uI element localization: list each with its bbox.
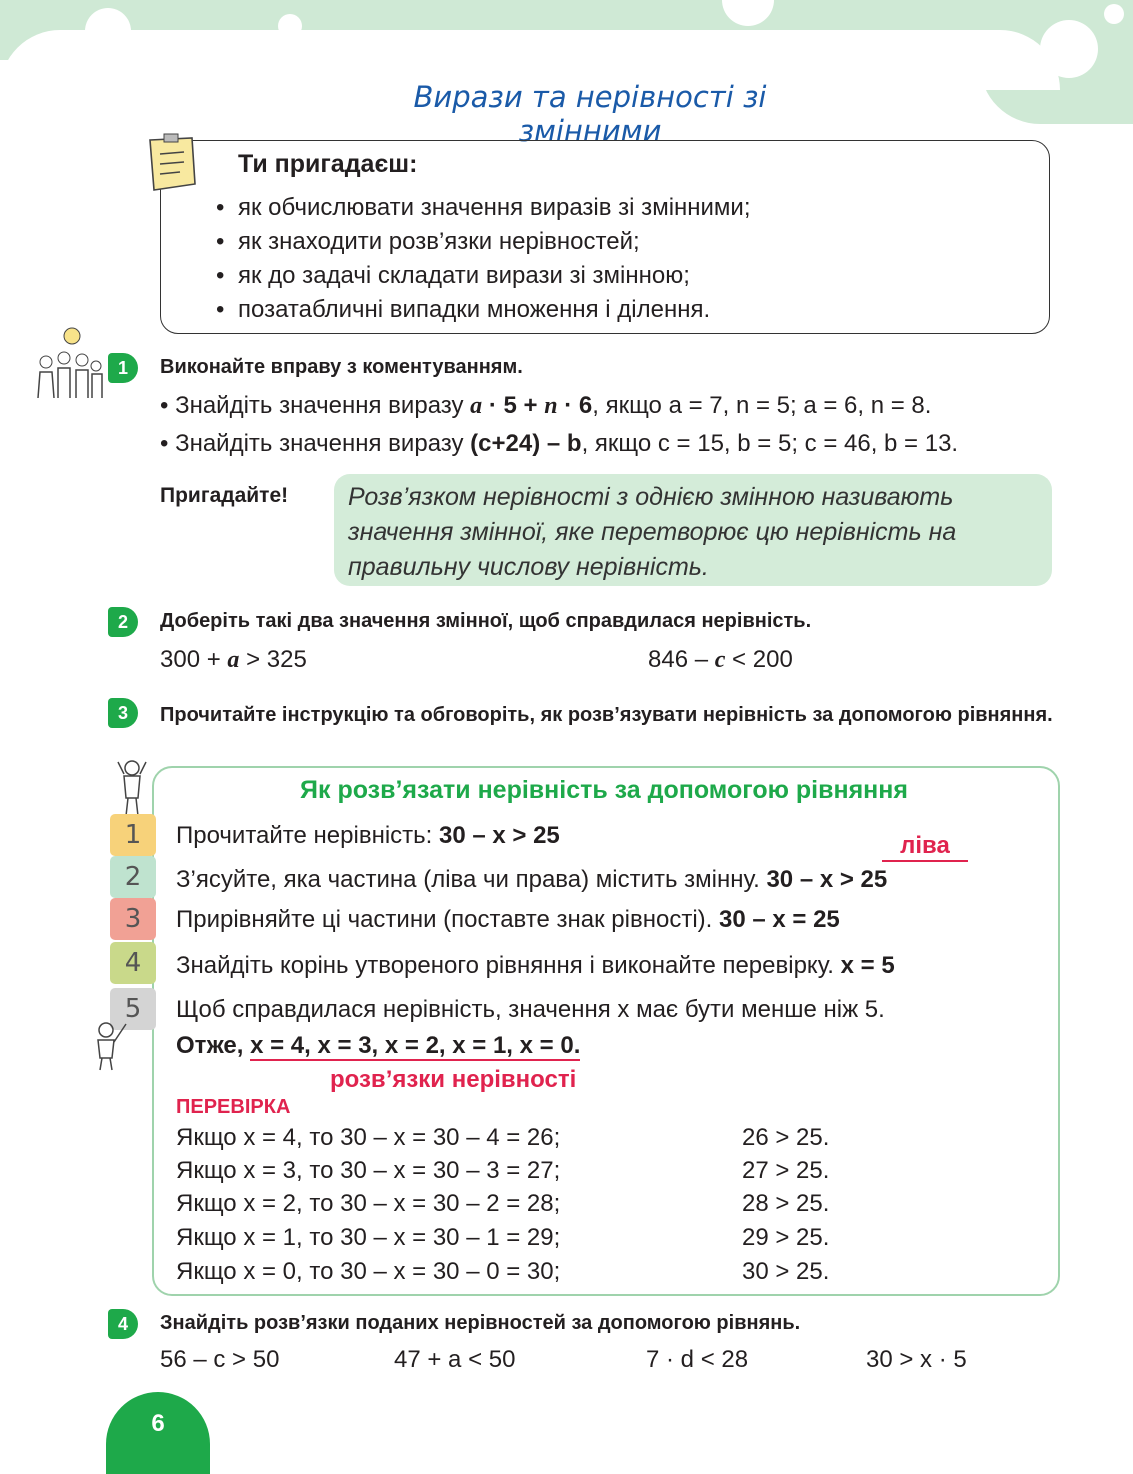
ineq-part: < 200 (725, 646, 793, 673)
check-row: Якщо x = 2, то 30 – x = 30 – 2 = 28; (176, 1190, 561, 1217)
var: c (714, 647, 726, 673)
task-instruction: Доберіть такі два значення змінної, щоб справдилася нерівність. (160, 610, 812, 632)
remember-heading: Ти пригадаєш: (238, 150, 418, 178)
reminder-box (334, 474, 1052, 586)
person-icon (92, 1020, 132, 1072)
task-number: 1 (108, 353, 138, 383)
task-instruction: Знайдіть розв’язки поданих нерівностей за допомогою рівнянь. (160, 1312, 801, 1334)
step-cube: 5 (110, 988, 156, 1030)
step-cube: 2 (110, 856, 156, 898)
step-4 (176, 952, 895, 980)
step-text: Знайдіть корінь утвореного рівняння і виконайте перевірку. (176, 952, 841, 979)
task-number: 4 (108, 1309, 138, 1339)
step-1 (176, 822, 560, 850)
inequality: 7 · d < 28 (646, 1346, 749, 1373)
expr-label: Знайдіть значення виразу (175, 430, 464, 457)
header-bubble (1104, 4, 1124, 24)
step-expr: 30 – x > 25 (766, 866, 888, 893)
page-title: Вирази та нерівності зі змінними (413, 80, 767, 148)
expr-condition: , якщо a = 7, n = 5; a = 6, n = 8. (592, 392, 932, 419)
task1-line2: • Знайдіть значення виразу (c+24) – b, якщо c = 15, b = 5; c = 46, b = 13. (160, 430, 959, 457)
check-result: 26 > 25. (742, 1124, 830, 1151)
ineq-part: > 325 (239, 646, 307, 673)
check-result: 28 > 25. (742, 1190, 830, 1217)
step-cube: 4 (110, 942, 156, 984)
check-row: Якщо x = 1, то 30 – x = 30 – 1 = 29; (176, 1224, 561, 1251)
inequality (160, 646, 307, 674)
expr-condition: , якщо c = 15, b = 5; c = 46, b = 13. (581, 430, 959, 457)
step-5-conclusion (176, 1032, 580, 1060)
check-row: Якщо x = 0, то 30 – x = 30 – 0 = 30; (176, 1258, 561, 1285)
step-expr: x = 5 (840, 952, 895, 979)
check-row: Якщо x = 4, то 30 – x = 30 – 4 = 26; (176, 1124, 561, 1151)
reminder-text: Розв’язком нерівності з однією змінною називають значення змінної, яке перетворює цю нерівність на правильну числову нерівність. (348, 483, 957, 581)
solutions-label: розв’язки нерівності (330, 1066, 577, 1093)
instruction-title: Як розв’язати нерівність за допомогою рівняння (300, 776, 908, 804)
task1-line1: • Знайдіть значення виразу a · 5 + n · 6, якщо a = 7, n = 5; a = 6, n = 8. (160, 392, 932, 419)
expr-label: Знайдіть значення виразу (175, 392, 464, 419)
check-result: 29 > 25. (742, 1224, 830, 1251)
task-number: 2 (108, 607, 138, 637)
step-cube: 1 (110, 814, 156, 856)
remember-item: • позатабличні випадки множення і ділення. (238, 296, 710, 324)
remember-item: • як до задачі складати вирази зі змінною; (238, 262, 690, 290)
step-text: З’ясуйте, яка частина (ліва чи права) містить змінну. (176, 866, 767, 893)
step-5: Щоб справдилася нерівність, значення x має бути менше ніж 5. (176, 996, 885, 1023)
step-3 (176, 906, 840, 934)
notepad-icon (140, 132, 206, 198)
step-expr: 30 – x = 25 (718, 906, 840, 933)
ineq-part: 846 – (648, 646, 715, 673)
check-result: 27 > 25. (742, 1157, 830, 1184)
check-label: ПЕРЕВІРКА (176, 1096, 291, 1118)
var-a: a (470, 393, 483, 419)
expr: (c+24) – b (470, 430, 582, 457)
task-instruction: Виконайте вправу з коментуванням. (160, 356, 523, 378)
inequality: 47 + a < 50 (394, 1346, 516, 1373)
expr-part: · 6 (557, 392, 593, 419)
remember-item: • як обчислювати значення виразів зі змінними; (238, 194, 751, 222)
page-number: 6 (106, 1392, 210, 1474)
step-text: Прочитайте нерівність: (176, 822, 439, 849)
left-side-label: ліва (882, 832, 968, 862)
reminder-label: Пригадайте! (160, 484, 289, 507)
inequality: 56 – c > 50 (160, 1346, 280, 1373)
person-icon (110, 758, 154, 818)
check-result: 30 > 25. (742, 1258, 830, 1285)
step-expr: 30 – x > 25 (439, 822, 560, 849)
var: a (227, 647, 240, 673)
conclusion-values: x = 4, x = 3, x = 2, x = 1, x = 0. (250, 1032, 581, 1059)
inequality: 30 > x · 5 (866, 1346, 967, 1373)
ineq-part: 300 + (160, 646, 228, 673)
var-n: n (544, 393, 558, 419)
team-icon (24, 322, 104, 400)
check-row: Якщо x = 3, то 30 – x = 30 – 3 = 27; (176, 1157, 561, 1184)
task-instruction: Прочитайте інструкцію та обговоріть, як розв’язувати нерівність за допомогою рівняння. (160, 704, 1053, 726)
inequality (648, 646, 793, 674)
step-2 (176, 866, 887, 894)
conclusion-label: Отже, (176, 1032, 251, 1059)
remember-item: • як знаходити розв’язки нерівностей; (238, 228, 640, 256)
step-cube: 3 (110, 898, 156, 940)
step-text: Прирівняйте ці частини (поставте знак рівності). (176, 906, 719, 933)
task-number: 3 (108, 698, 138, 728)
expr-part: · 5 + (482, 392, 545, 419)
